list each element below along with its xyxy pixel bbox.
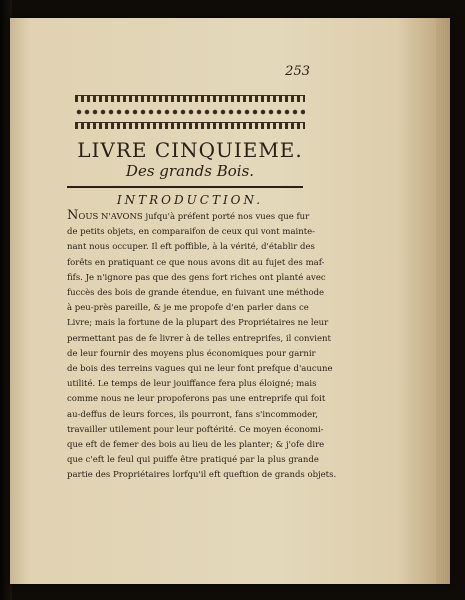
header-ornament <box>75 95 305 129</box>
page-edge <box>436 18 450 584</box>
body-line: de petits objets, en comparaifon de ceux qui vont mainte- <box>67 227 316 238</box>
page-number: 253 <box>285 64 310 79</box>
body-line: que eft de femer des bois au lieu de les planter; & j'ofe dire <box>67 440 325 451</box>
body-line: fuccès des bois de grande étendue, en fuivant une méthode <box>67 288 325 299</box>
ornament-band <box>75 106 305 118</box>
body-paragraph <box>67 208 337 484</box>
title-rule <box>67 186 303 188</box>
body-line: que c'eft le feul qui puiffe être pratiqué par la plus grande <box>67 455 319 466</box>
body-line: de bois des terreins vagues qui ne leur font prefque d'aucune <box>67 364 333 375</box>
body-line: utilité. Le temps de leur jouiffance fera plus éloigné; mais <box>67 379 317 390</box>
body-line: Livre; mais la fortune de la plupart des Propriétaires ne leur <box>67 318 329 329</box>
ornament-border-top <box>75 95 305 102</box>
body-line: forêts en pratiquant ce que nous avons dit au fujet des maf- <box>67 257 325 268</box>
body-line: à peu-près pareille, & je me propofe d'en parler dans ce <box>67 303 309 314</box>
body-line: de leur fournir des moyens plus économiques pour garnir <box>67 348 316 359</box>
body-line: NOUS N'AVONS jufqu'à préfent porté nos vues que fur <box>67 208 310 223</box>
body-line: permettant pas de fe livrer à de telles entreprifes, il convient <box>67 333 331 344</box>
body-line: partie des Propriétaires lorfqu'il eft queftion de grands objets. <box>67 470 337 481</box>
drop-cap: N <box>67 208 79 223</box>
chapter-title: LIVRE CINQUIEME. <box>77 138 303 162</box>
chapter-subtitle: Des grands Bois. <box>125 162 255 180</box>
body-line: nant nous occuper. Il eft poffible, à la vérité, d'établir des <box>67 242 315 253</box>
body-line: au-deffus de leurs forces, ils pourront, fans s'incommoder, <box>67 409 319 420</box>
body-line: fifs. Je n'ignore pas que des gens fort riches ont planté avec <box>67 272 326 283</box>
body-line: travailler utilement pour leur poftérité. Ce moyen économi- <box>67 424 324 435</box>
body-line: comme nous ne leur propoferons pas une entreprife qui foit <box>67 394 326 405</box>
section-heading: INTRODUCTION. <box>116 193 264 207</box>
ornament-border-bottom <box>75 122 305 129</box>
